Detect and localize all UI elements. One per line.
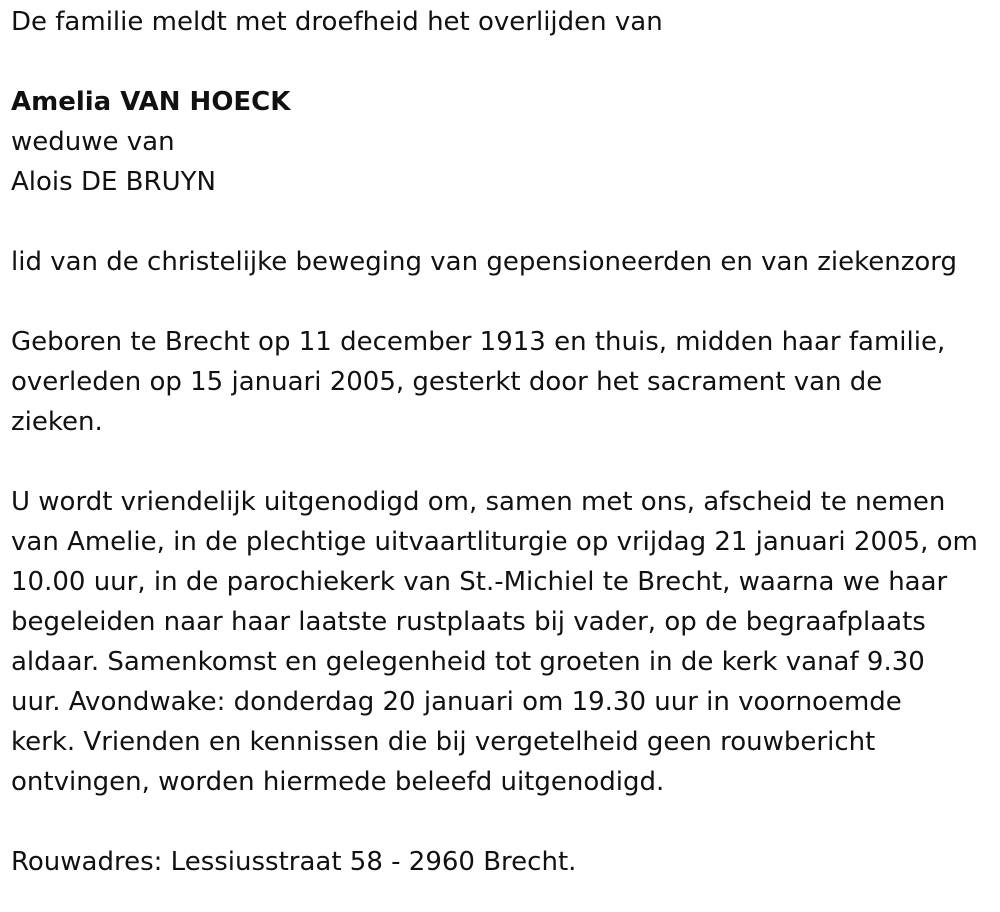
spacer bbox=[11, 442, 996, 482]
spouse-name: Alois DE BRUYN bbox=[11, 167, 216, 197]
paragraph-line: U wordt vriendelijk uitgenodigd om, samen met ons, afscheid te nemen bbox=[11, 487, 946, 517]
obituary-notice bbox=[11, 2, 996, 882]
paragraph-line: begeleiden naar haar laatste rustplaats bij vader, op de begraafplaats bbox=[11, 607, 926, 637]
birth-death-paragraph bbox=[11, 322, 996, 442]
spacer bbox=[11, 42, 996, 82]
paragraph-line: 10.00 uur, in de parochiekerk van St.-Michiel te Brecht, waarna we haar bbox=[11, 567, 948, 597]
invitation-paragraph bbox=[11, 482, 996, 802]
spacer bbox=[11, 802, 996, 842]
paragraph-line: overleden op 15 januari 2005, gesterkt door het sacrament van de bbox=[11, 367, 883, 397]
mourning-address: Rouwadres: Lessiusstraat 58 - 2960 Brecht. bbox=[11, 847, 577, 877]
paragraph-line: aldaar. Samenkomst en gelegenheid tot groeten in de kerk vanaf 9.30 bbox=[11, 647, 925, 677]
paragraph-line: zieken. bbox=[11, 407, 103, 437]
paragraph-line: kerk. Vrienden en kennissen die bij vergetelheid geen rouwbericht bbox=[11, 727, 876, 757]
paragraph-line: van Amelie, in de plechtige uitvaartliturgie op vrijdag 21 januari 2005, om bbox=[11, 527, 978, 557]
paragraph-line: Geboren te Brecht op 11 december 1913 en thuis, midden haar familie, bbox=[11, 327, 946, 357]
paragraph-line: ontvingen, worden hiermede beleefd uitgenodigd. bbox=[11, 767, 665, 797]
intro-text: De familie meldt met droefheid het overlijden van bbox=[11, 7, 663, 37]
deceased-name: Amelia VAN HOECK bbox=[11, 87, 291, 117]
relation-text: weduwe van bbox=[11, 127, 175, 157]
spacer bbox=[11, 282, 996, 322]
membership-text: lid van de christelijke beweging van gepensioneerden en van ziekenzorg bbox=[11, 247, 957, 277]
spacer bbox=[11, 202, 996, 242]
paragraph-line: uur. Avondwake: donderdag 20 januari om 19.30 uur in voornoemde bbox=[11, 687, 902, 717]
